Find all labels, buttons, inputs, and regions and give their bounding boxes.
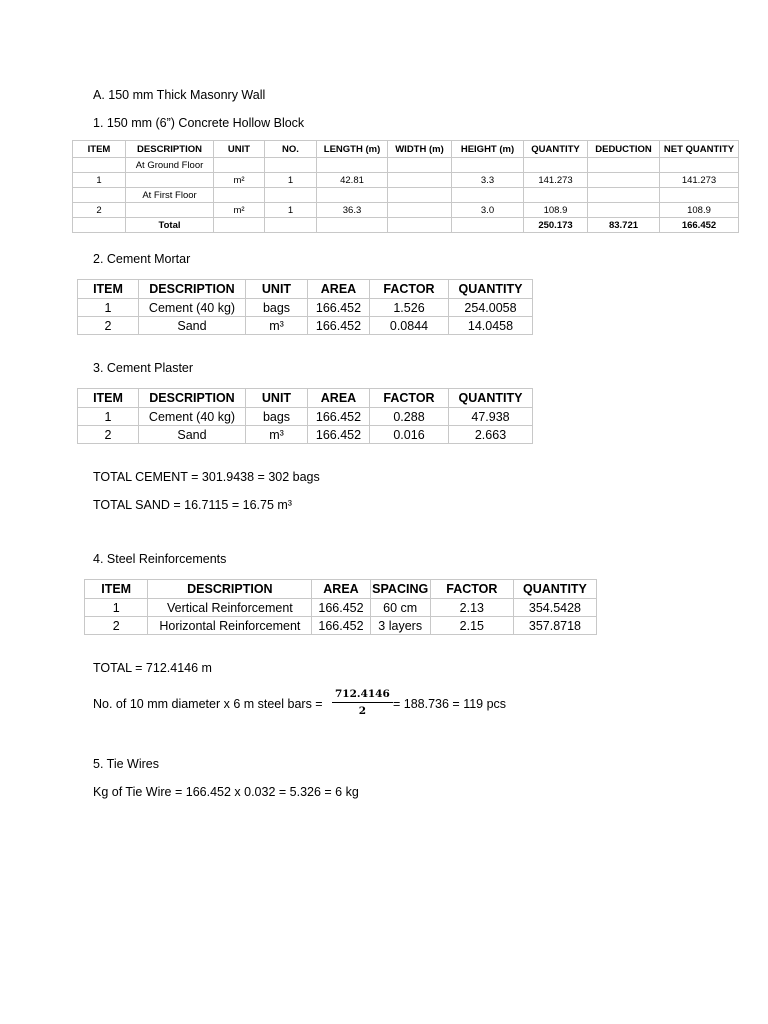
table-row xyxy=(85,599,597,617)
table-cell xyxy=(452,158,524,173)
table-cell: m² xyxy=(214,203,265,218)
cement-plaster-table xyxy=(77,388,533,444)
table-row xyxy=(78,408,533,426)
table-cell: bags xyxy=(246,408,308,426)
table-cell: 1 xyxy=(85,599,148,617)
column-header: ITEM xyxy=(78,389,139,408)
column-header: DESCRIPTION xyxy=(126,141,214,158)
column-header: NET QUANTITY xyxy=(660,141,739,158)
table-cell: 83.721 xyxy=(588,218,660,233)
table-cell: 108.9 xyxy=(524,203,588,218)
table-cell: At Ground Floor xyxy=(126,158,214,173)
table-cell: 2 xyxy=(85,617,148,635)
column-header: UNIT xyxy=(214,141,265,158)
fraction-numerator: 712.4146 xyxy=(332,688,393,703)
section-title-steel-reinforcements: 4. Steel Reinforcements xyxy=(93,552,227,566)
table-cell xyxy=(588,188,660,203)
section-title-cement-plaster: 3. Cement Plaster xyxy=(93,361,194,375)
table-cell: bags xyxy=(246,299,308,317)
table-cell xyxy=(126,203,214,218)
table-row xyxy=(78,317,533,335)
table-cell: 166.452 xyxy=(312,599,370,617)
table-cell: Total xyxy=(126,218,214,233)
column-header: ITEM xyxy=(78,280,139,299)
table-cell xyxy=(73,218,126,233)
table-cell: 60 cm xyxy=(370,599,430,617)
table-cell xyxy=(452,218,524,233)
table-cell xyxy=(388,203,452,218)
column-header: SPACING xyxy=(370,580,430,599)
table-row xyxy=(78,426,533,444)
table-cell: 166.452 xyxy=(308,408,370,426)
table-cell xyxy=(388,173,452,188)
section-title-hollow-block: 1. 150 mm (6”) Concrete Hollow Block xyxy=(93,116,305,130)
table-cell xyxy=(214,188,265,203)
total-cement-text: TOTAL CEMENT = 301.9438 = 302 bags xyxy=(93,470,320,484)
table-cell xyxy=(524,158,588,173)
table-cell: 3 layers xyxy=(370,617,430,635)
table-cell: 141.273 xyxy=(524,173,588,188)
table-cell xyxy=(524,188,588,203)
table-cell xyxy=(317,188,388,203)
section-title-tie-wires: 5. Tie Wires xyxy=(93,757,159,771)
table-cell: At First Floor xyxy=(126,188,214,203)
column-header: DESCRIPTION xyxy=(148,580,312,599)
fraction-denominator: 2 xyxy=(358,705,367,717)
table-cell xyxy=(214,158,265,173)
steel-bars-prefix: No. of 10 mm diameter x 6 m steel bars = xyxy=(93,697,323,711)
hollow-block-table xyxy=(72,140,739,233)
table-cell xyxy=(73,158,126,173)
table-row xyxy=(78,299,533,317)
table-cell: 254.0058 xyxy=(449,299,533,317)
table-cell xyxy=(265,188,317,203)
column-header: UNIT xyxy=(246,389,308,408)
table-cell: 2.663 xyxy=(449,426,533,444)
table-cell xyxy=(588,173,660,188)
table-cell: 2.15 xyxy=(430,617,513,635)
table-cell xyxy=(214,218,265,233)
table-cell: Cement (40 kg) xyxy=(139,299,246,317)
table-cell: 2 xyxy=(78,426,139,444)
table-cell: 1.526 xyxy=(370,299,449,317)
column-header: AREA xyxy=(308,280,370,299)
table-cell: 166.452 xyxy=(308,317,370,335)
column-header: WIDTH (m) xyxy=(388,141,452,158)
table-cell: 47.938 xyxy=(449,408,533,426)
table-cell: Horizontal Reinforcement xyxy=(148,617,312,635)
table-row xyxy=(85,617,597,635)
table-cell: 250.173 xyxy=(524,218,588,233)
column-header: DEDUCTION xyxy=(588,141,660,158)
column-header: LENGTH (m) xyxy=(317,141,388,158)
table-cell xyxy=(660,158,739,173)
column-header: ITEM xyxy=(73,141,126,158)
table-header-row xyxy=(78,389,533,408)
column-header: QUANTITY xyxy=(513,580,596,599)
table-cell: 2 xyxy=(73,203,126,218)
table-cell xyxy=(388,188,452,203)
table-row xyxy=(73,158,739,173)
table-cell xyxy=(588,203,660,218)
table-row xyxy=(73,203,739,218)
table-cell xyxy=(265,158,317,173)
heading-masonry-wall: A. 150 mm Thick Masonry Wall xyxy=(93,88,266,102)
table-cell: 141.273 xyxy=(660,173,739,188)
table-row xyxy=(73,218,739,233)
table-cell: 1 xyxy=(265,173,317,188)
table-cell: 36.3 xyxy=(317,203,388,218)
table-cell xyxy=(388,158,452,173)
table-cell xyxy=(660,188,739,203)
column-header: FACTOR xyxy=(370,389,449,408)
table-cell: 3.0 xyxy=(452,203,524,218)
table-cell xyxy=(452,188,524,203)
section-title-cement-mortar: 2. Cement Mortar xyxy=(93,252,191,266)
total-sand-text: TOTAL SAND = 16.7115 = 16.75 m³ xyxy=(93,498,292,512)
table-cell: 166.452 xyxy=(660,218,739,233)
table-cell: Cement (40 kg) xyxy=(139,408,246,426)
table-cell: 166.452 xyxy=(308,426,370,444)
table-row xyxy=(73,188,739,203)
column-header: FACTOR xyxy=(430,580,513,599)
column-header: FACTOR xyxy=(370,280,449,299)
table-row xyxy=(73,173,739,188)
cement-mortar-table xyxy=(77,279,533,335)
column-header: UNIT xyxy=(246,280,308,299)
table-cell: 0.0844 xyxy=(370,317,449,335)
column-header: QUANTITY xyxy=(449,389,533,408)
table-cell xyxy=(588,158,660,173)
table-cell: Sand xyxy=(139,426,246,444)
column-header: QUANTITY xyxy=(449,280,533,299)
table-cell: 3.3 xyxy=(452,173,524,188)
table-cell: 357.8718 xyxy=(513,617,596,635)
table-cell: m² xyxy=(214,173,265,188)
table-cell: 166.452 xyxy=(308,299,370,317)
table-header-row xyxy=(78,280,533,299)
steel-bars-result: = 188.736 = 119 pcs xyxy=(393,697,507,711)
column-header: AREA xyxy=(312,580,370,599)
column-header: DESCRIPTION xyxy=(139,280,246,299)
column-header: HEIGHT (m) xyxy=(452,141,524,158)
table-cell: 1 xyxy=(78,408,139,426)
table-cell: 1 xyxy=(73,173,126,188)
steel-reinforcement-table xyxy=(84,579,597,635)
table-cell: 14.0458 xyxy=(449,317,533,335)
steel-bars-fraction xyxy=(332,688,393,717)
table-cell: 42.81 xyxy=(317,173,388,188)
table-header-row xyxy=(73,141,739,158)
table-cell xyxy=(265,218,317,233)
table-cell: m³ xyxy=(246,317,308,335)
table-cell: 1 xyxy=(78,299,139,317)
table-cell xyxy=(73,188,126,203)
table-cell: 0.016 xyxy=(370,426,449,444)
total-steel-text: TOTAL = 712.4146 m xyxy=(93,661,212,675)
table-header-row xyxy=(85,580,597,599)
table-cell: Vertical Reinforcement xyxy=(148,599,312,617)
table-cell xyxy=(388,218,452,233)
tie-wire-formula: Kg of Tie Wire = 166.452 x 0.032 = 5.326 = 6 kg xyxy=(93,785,359,799)
table-cell: m³ xyxy=(246,426,308,444)
table-cell: Sand xyxy=(139,317,246,335)
table-cell: 0.288 xyxy=(370,408,449,426)
column-header: NO. xyxy=(265,141,317,158)
table-cell xyxy=(317,218,388,233)
table-cell: 166.452 xyxy=(312,617,370,635)
table-cell: 2.13 xyxy=(430,599,513,617)
column-header: DESCRIPTION xyxy=(139,389,246,408)
table-cell: 2 xyxy=(78,317,139,335)
table-cell: 108.9 xyxy=(660,203,739,218)
column-header: ITEM xyxy=(85,580,148,599)
table-cell xyxy=(126,173,214,188)
column-header: QUANTITY xyxy=(524,141,588,158)
table-cell: 354.5428 xyxy=(513,599,596,617)
table-cell: 1 xyxy=(265,203,317,218)
table-cell xyxy=(317,158,388,173)
column-header: AREA xyxy=(308,389,370,408)
